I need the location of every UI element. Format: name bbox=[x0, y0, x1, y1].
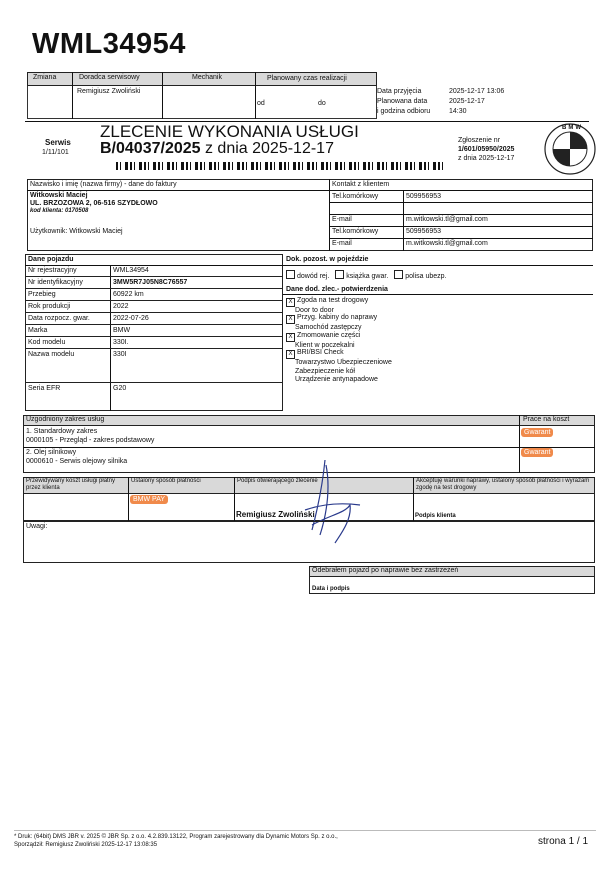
customer-kod: kod klienta: 0170508 bbox=[30, 208, 89, 214]
vehicle-row-label: Marka bbox=[28, 327, 48, 334]
confirmation-checkbox[interactable]: X bbox=[286, 350, 295, 359]
confirmation-checkbox[interactable] bbox=[286, 341, 293, 348]
confirmation-checkbox[interactable] bbox=[286, 367, 293, 374]
confirmation-label: Samochód zastępczy bbox=[295, 324, 362, 332]
zgloszenie-date: z dnia 2025-12-17 bbox=[458, 155, 515, 162]
payment-h2: Ustalony sposób płatności bbox=[131, 478, 201, 484]
scope-item-1-cost: Gwarant bbox=[521, 428, 553, 437]
documents-options bbox=[286, 270, 447, 280]
footer-line-2: Sporządził: Remigiusz Zwoliński 2025-12-17 13:08:35 bbox=[14, 842, 158, 848]
vehicle-row-value: G20 bbox=[113, 385, 127, 392]
vehicle-row-value: BMW bbox=[113, 327, 131, 334]
document-date: z dnia 2025-12-17 bbox=[204, 140, 334, 157]
scope-item-2-detail: 0000610 - Serwis olejowy silnika bbox=[26, 458, 128, 465]
vehicle-row-label: Rok produkcji bbox=[28, 303, 71, 310]
serwis-label: Serwis bbox=[45, 138, 71, 147]
vehicle-row-label: Seria EFR bbox=[28, 385, 61, 392]
vehicle-row-value: 2022-07-26 bbox=[113, 315, 149, 322]
confirmation-checkbox[interactable] bbox=[286, 358, 293, 365]
ksiazka-checkbox[interactable] bbox=[335, 270, 344, 279]
barcode bbox=[116, 162, 446, 170]
uwagi-label: Uwagi: bbox=[26, 523, 48, 530]
vehicle-row-value: 330I bbox=[113, 351, 127, 358]
payment-h1: Przewidywany koszt usługi płatny przez klienta bbox=[26, 478, 116, 491]
confirmation-item bbox=[286, 367, 355, 375]
vehicle-row-value: 330I. bbox=[113, 339, 129, 346]
pickup-label: Odebrałem pojazd po naprawie bez zastrzeżeń bbox=[312, 567, 459, 574]
confirmation-label: BRI/BSI Check bbox=[297, 349, 344, 357]
email2-value: m.witkowski.tl@gmail.com bbox=[406, 240, 488, 247]
documents-label: Dok. pozost. w pojeździe bbox=[286, 256, 369, 263]
kontakt-label: Kontakt z klientem bbox=[332, 181, 390, 188]
vehicle-row bbox=[25, 383, 283, 395]
vehicle-row bbox=[25, 337, 283, 349]
confirmation-checkbox[interactable]: X bbox=[286, 298, 295, 307]
ksiazka-label: książka gwar. bbox=[346, 273, 389, 280]
confirmation-item bbox=[286, 306, 334, 314]
confirmation-checkbox[interactable] bbox=[286, 306, 293, 313]
customer-address: UL. BRZOZOWA 2, 06-516 SZYDŁOWO bbox=[30, 200, 158, 207]
confirmation-label: Zabezpieczenie kół bbox=[295, 367, 355, 375]
confirmation-label: Towarzystwo Ubezpieczeniowe bbox=[295, 358, 392, 366]
polisa-checkbox[interactable] bbox=[394, 270, 403, 279]
tel2-label: Tel.komórkowy bbox=[332, 228, 379, 235]
zgloszenie-label: Zgłoszenie nr bbox=[458, 137, 501, 144]
confirmation-checkbox[interactable] bbox=[286, 375, 293, 382]
footer-line-1: * Druk: (64bit) DMS JBR v. 2025 © JBR Sp. z o.o. 4.2.839.13122, Program zarejestrowany dla Dynamic Motors Sp. z o.o., bbox=[14, 834, 338, 840]
email1-label: E-mail bbox=[332, 216, 352, 223]
scope-item-1-detail: 0000105 - Przegląd - zakres podstawowy bbox=[26, 437, 155, 444]
confirmation-item bbox=[286, 375, 378, 383]
document-number: B/04037/2025 bbox=[100, 140, 201, 157]
vehicle-row bbox=[25, 313, 283, 325]
vehicle-row-label: Kod modelu bbox=[28, 339, 66, 346]
planowana-value: 2025-12-17 bbox=[449, 98, 485, 105]
dowod-label: dowód rej. bbox=[297, 273, 330, 280]
header-zmiana: Zmiana bbox=[33, 74, 57, 81]
email1-value: m.witkowski.tl@gmail.com bbox=[406, 216, 488, 223]
confirmation-label: Zgoda na test drogowy bbox=[297, 297, 369, 304]
confirmation-checkbox[interactable] bbox=[286, 323, 293, 330]
confirmation-label: Klient w poczekalni bbox=[295, 341, 355, 349]
payment-h4: Akceptuję warunki naprawy, ustalony sposób płatności i wyrażam zgodę na test drogowy bbox=[416, 478, 590, 491]
vehicle-row-value: WML34954 bbox=[113, 267, 149, 274]
scope-item-1-title: 1. Standardowy zakres bbox=[26, 428, 98, 435]
vehicle-row-label: Nr rejestracyjny bbox=[28, 267, 77, 274]
vehicle-row-label: Nr identyfikacyjny bbox=[28, 279, 83, 286]
header-mechanik: Mechanik bbox=[192, 74, 222, 81]
dowod-checkbox[interactable] bbox=[286, 270, 295, 279]
confirm-label: Dane dod. zlec.- potwierdzenia bbox=[286, 286, 388, 293]
tel1-label: Tel.komórkowy bbox=[332, 193, 379, 200]
page-number: strona 1 / 1 bbox=[538, 836, 589, 847]
vehicle-row-label: Przebieg bbox=[28, 291, 56, 298]
confirmation-item bbox=[286, 358, 392, 366]
confirmation-label: Urządzenie antynapadowe bbox=[295, 376, 378, 384]
tel1-value: 509956953 bbox=[406, 193, 442, 200]
confirmation-item bbox=[286, 341, 355, 349]
header-planowany: Planowany czas realizacji bbox=[267, 75, 347, 82]
vehicle-row bbox=[25, 301, 283, 313]
customer-name: Witkowski Maciej bbox=[30, 192, 88, 199]
confirmation-label: Przyg. kabiny do naprawy bbox=[297, 314, 378, 322]
vehicle-section-label: Dane pojazdu bbox=[28, 256, 74, 263]
podpis-klienta: Podpis klienta bbox=[415, 513, 456, 519]
confirmation-checkbox[interactable]: X bbox=[286, 333, 295, 342]
data-przyjecia-label: Data przyjęcia bbox=[377, 88, 422, 95]
godzina-value: 14:30 bbox=[449, 108, 467, 115]
confirmation-label: Door to door bbox=[295, 306, 334, 314]
confirmation-label: Zmomowanie części bbox=[297, 331, 361, 339]
payment-h3: Podpis otwierającego zlecenie bbox=[237, 478, 318, 484]
vehicle-row bbox=[25, 289, 283, 301]
vehicle-row-value: 3MW5R7J05N8C76557 bbox=[113, 279, 188, 286]
vehicle-row bbox=[25, 349, 283, 383]
document-title: ZLECENIE WYKONANIA USŁUGI bbox=[100, 122, 359, 141]
confirmation-checkbox[interactable]: X bbox=[286, 315, 295, 324]
vehicle-row-value: 2022 bbox=[113, 303, 129, 310]
payment-signer: Remigiusz Zwoliński bbox=[236, 510, 315, 519]
do-label: do bbox=[318, 100, 326, 107]
godzina-label: i godzina odbioru bbox=[377, 108, 431, 115]
scope-label: Uzgodniony zakres usług bbox=[26, 416, 105, 423]
header-doradca: Doradca serwisowy bbox=[79, 74, 140, 81]
bmw-logo bbox=[544, 123, 596, 175]
customer-uzytkownik: Użytkownik: Witkowski Maciej bbox=[30, 228, 123, 235]
od-label: od bbox=[257, 100, 265, 107]
zgloszenie-number: 1/601/05950/2025 bbox=[458, 146, 515, 153]
customer-section-label: Nazwisko i imię (nazwa firmy) - dane do faktury bbox=[30, 181, 177, 188]
email2-label: E-mail bbox=[332, 240, 352, 247]
vehicle-row bbox=[25, 277, 283, 289]
tel2-value: 509956953 bbox=[406, 228, 442, 235]
pickup-data-podpis: Data i podpis bbox=[312, 586, 350, 592]
scope-item-2-cost: Gwarant bbox=[521, 448, 553, 457]
vehicle-row bbox=[25, 265, 283, 277]
prace-label: Prace na koszt bbox=[523, 416, 570, 423]
vehicle-row-label: Nazwa modelu bbox=[28, 351, 75, 358]
vehicle-row bbox=[25, 325, 283, 337]
bmw-logo-letters: BMW bbox=[562, 125, 583, 131]
vehicle-row-value: 60922 km bbox=[113, 291, 144, 298]
header-table bbox=[27, 72, 377, 119]
plate-title: WML34954 bbox=[32, 28, 186, 60]
doradca-name: Remigiusz Zwoliński bbox=[77, 88, 141, 95]
vehicle-rows bbox=[25, 265, 283, 411]
vehicle-row-label: Data rozpocz. gwar. bbox=[28, 315, 90, 322]
confirmation-item bbox=[286, 323, 362, 331]
planowana-label: Planowana data bbox=[377, 98, 428, 105]
serwis-code: 1/11/101 bbox=[42, 149, 69, 156]
polisa-label: polisa ubezp. bbox=[405, 273, 447, 280]
payment-method: BMW PAY bbox=[130, 495, 168, 504]
data-przyjecia-value: 2025-12-17 13:06 bbox=[449, 88, 505, 95]
uwagi-section bbox=[23, 521, 595, 563]
scope-item-2-title: 2. Olej silnikowy bbox=[26, 449, 77, 456]
document-number-line bbox=[100, 140, 334, 158]
